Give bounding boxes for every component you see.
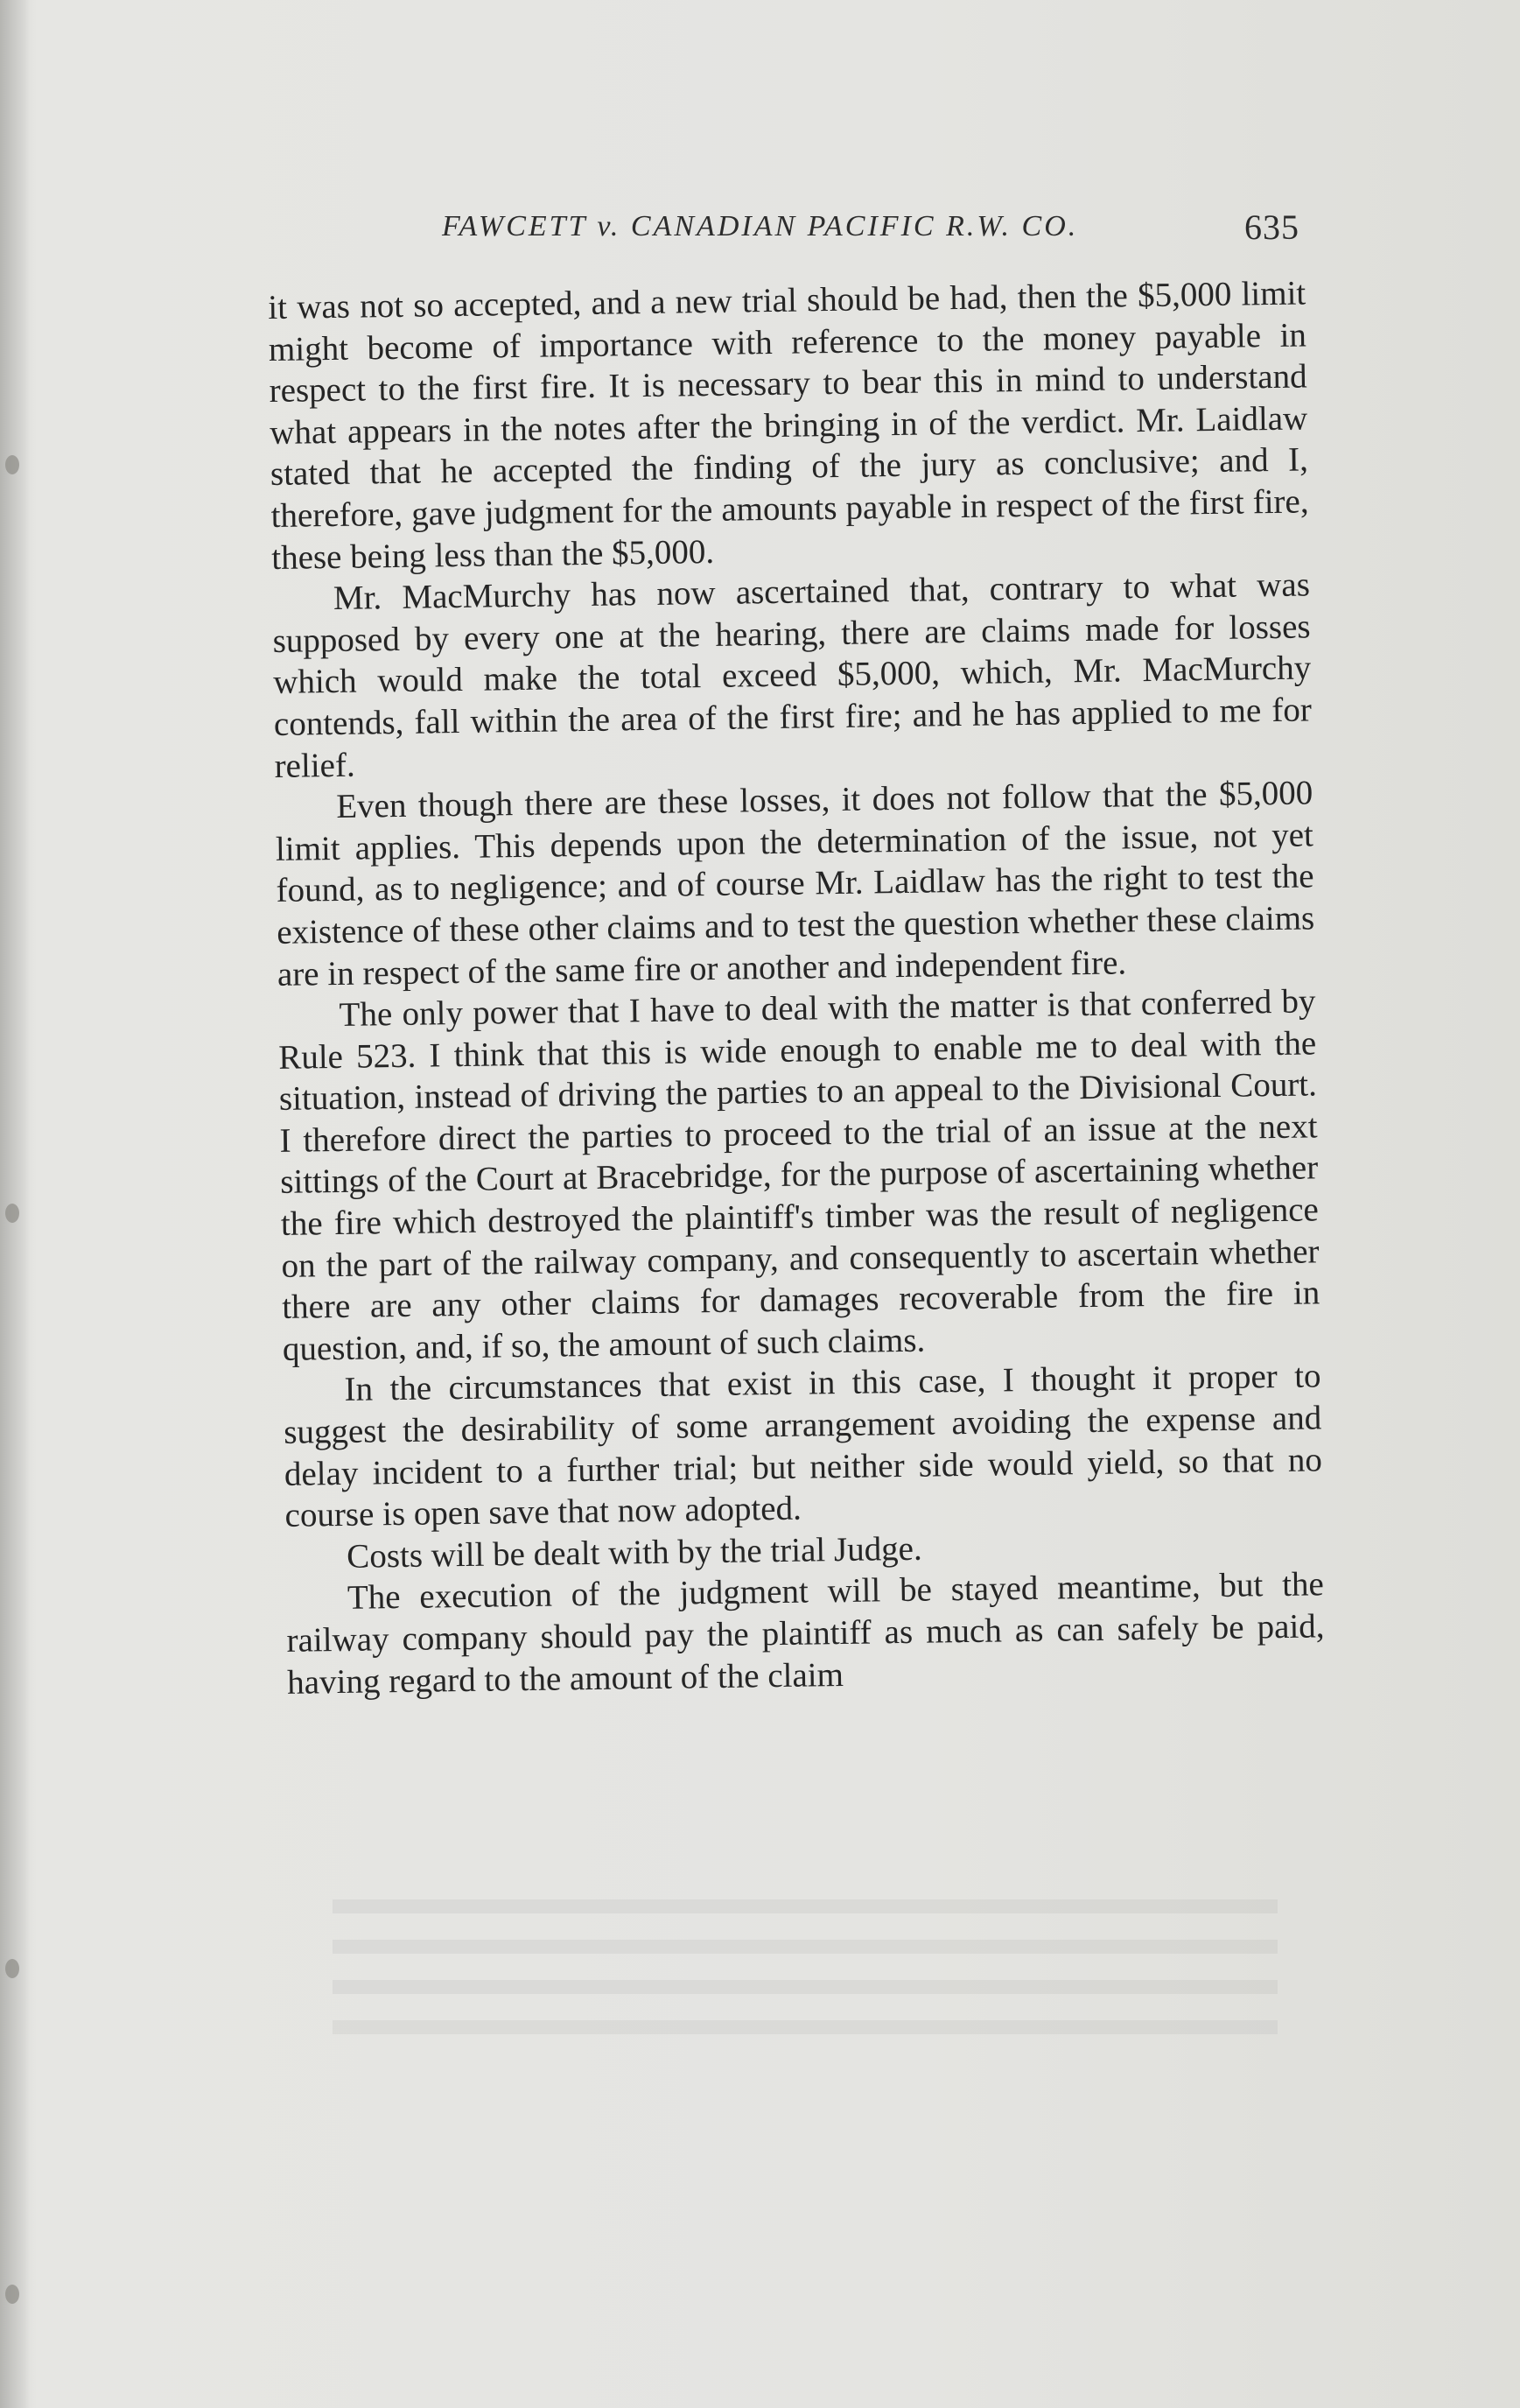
binding-stitch [5, 455, 19, 474]
paragraph: Even though there are these losses, it does not follow that the $5,000 limit applies. This depends upon the determination of the issue, not yet found, as to negligence; and of course Mr. Laidlaw has the right to test the existence of these other claims and to test the question whether these claims are in respect of the same fire or another and independent fire. [275, 774, 1315, 993]
paragraph: In the circumstances that exist in this case, I thought it proper to suggest the desirability of some arrangement avoiding the expense and delay incident to a further trial; but neither side would yield, so that no course is open save that now adopted. [283, 1357, 1323, 1535]
binding-stitch [5, 1204, 19, 1223]
paragraph: Mr. MacMurchy has now ascertained that, contrary to what was supposed by every one at the hearing, there are claims made for losses which would make the total exceed $5,000, which, Mr. MacMurchy contends, fall within the area of the first fire; and he has applied to me for relief. [272, 565, 1313, 785]
paragraph: The only power that I have to deal with the matter is that conferred by Rule 523. I think that this is wide enough to enable me to deal with the situation, instead of driving the parties to an appeal to the Divisional Court. I therefore direct the parties to proceed to the trial of an issue at the next sittings of the Court at Bracebridge, for the purpose of ascertaining whether the fire which destroyed the plaintiff's timber was the result of negligence on the part of the railway company, and consequently to ascertain whether there are any other claims for damages recoverable from the fire in question, and, if so, the amount of such claims. [277, 982, 1320, 1368]
paragraph: The execution of the judgment will be stayed meantime, but the railway company should pay the plaintiff as much as can safely be paid, having regard to the amount of the claim [286, 1565, 1325, 1702]
body-text [268, 272, 1325, 1703]
paragraph: Costs will be dealt with by the trial Judge. [346, 1529, 922, 1576]
running-head [442, 207, 1299, 259]
binding-stitch [5, 1959, 19, 1978]
page-number: 635 [1244, 207, 1299, 247]
paragraph: it was not so accepted, and a new trial should be had, then the $5,000 limit might become of importance with reference to the money payable in respect to the first fire. It is necessary to bear this in mind to understand what appears in the notes after the bringing in of the verdict. Mr. Laidlaw stated that he accepted the finding of the jury as conclusive; and I, therefore, gave judgment for the amounts payable in respect of the first fire, these being less than the $5,000. [268, 274, 1309, 577]
running-head-title: FAWCETT v. CANADIAN PACIFIC R.W. CO. [442, 210, 1079, 242]
binding-stitch [5, 2285, 19, 2304]
bleed-through-shadow [333, 1899, 1278, 2075]
